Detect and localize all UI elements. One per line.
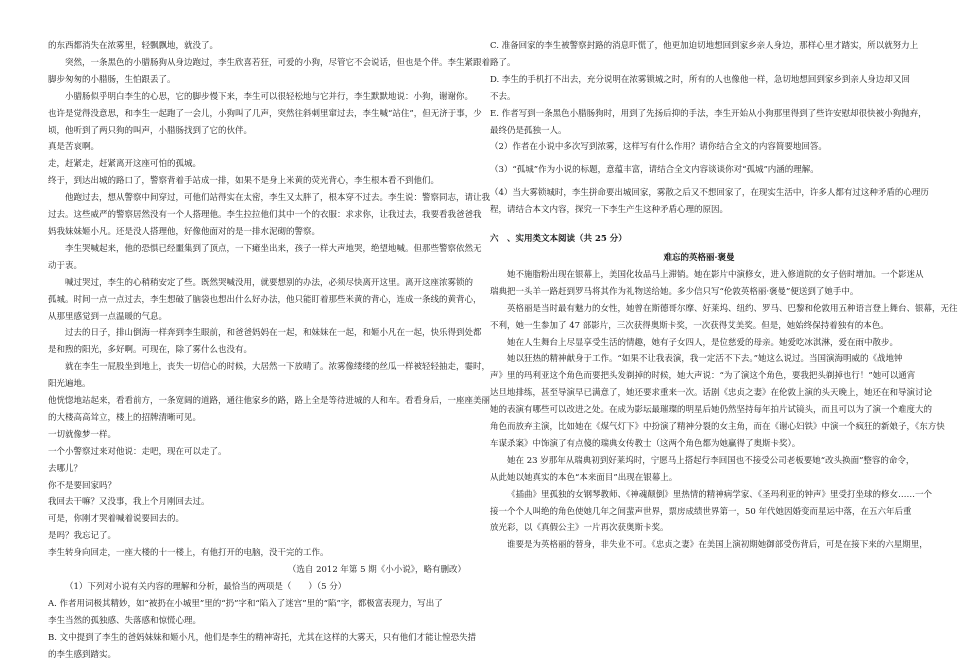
text-line: 也许是觉得没意思，和李生一起跑了一会儿，小狗叫了几声，突然往斜刺里窜过去，李生喊“站住”，但无济于事，少 [48, 108, 482, 119]
text-line: 真是苦哀啊。 [48, 142, 100, 153]
text-line: 终于，到达出城的路口了，警察背着手站成一排，如果不是身上米黄的荧光背心，李生根本看不到他们。 [48, 176, 440, 187]
text-line: 她在 23 岁那年从瑞典初到好莱坞时，宁愿马上搭起行李回国也不接受公司老板要她“改头换面”整容的命令， [507, 455, 915, 466]
text-line: （3）“孤城”作为小说的标题，意蕴丰富，请结合全文内容谈谈你对“孤城”内涵的理解。 [490, 165, 819, 176]
text-line: D. 李生的手机打不出去，充分说明在浓雾锁城之时，所有的人也像他一样，急切地想回到家乡到亲人身边却又回 [490, 74, 910, 85]
text-line: 的大楼高高耸立，楼上的招牌清晰可见。 [48, 412, 202, 423]
text-line: 动于衷。 [48, 260, 83, 271]
text-line: 达旦地排练，甚至导演早已满意了，她还要求重来一次。话剧《忠贞之妻》在伦敦上演的头天晚上，她还在和导演讨论 [490, 388, 933, 399]
text-line: 走，赶紧走，赶紧离开这座可怕的孤城。 [48, 159, 202, 170]
left-column [48, 38, 491, 664]
text-line: 去哪儿？ [48, 463, 83, 474]
text-line: 是吗？我忘记了。 [48, 531, 117, 542]
text-line: 接一个个人叫绝的角色使她几年之间蜚声世界，票房成绩世界第一，50 年代她因婚变而星运中落，在五六年后重 [490, 506, 912, 517]
text-line: 他恍惚地站起来，看看前方，一条宽阔的道路，通往他家乡的路，路上全是等待进城的人和车。看看身后，一座座美丽 [48, 396, 491, 407]
text-line: 从那里感觉到一点温暖的气息。 [48, 311, 168, 322]
text-line: 过去的日子，排山倒海一样奔到李生眼前，和爸爸妈妈在一起，和妹妹在一起，和姬小凡在一起，快乐得到处都 [65, 328, 482, 339]
text-line: 《插曲》里孤独的女钢琴教师、《神魂颠倒》里热情的精神病学家、《圣玛利亚的钟声》里受打坐球的修女……一个 [507, 489, 933, 500]
text-line: 放光彩，以《真假公主》一片再次获奥斯卡奖。 [490, 523, 669, 534]
text-line: 角色而放弃主演，比如她在《煤气灯下》中扮演了精神分裂的女主角，而在《谢心妇铁》中演一个疯狂的新娘子，《东方快 [490, 422, 945, 433]
text-line: 不去。 [490, 91, 516, 102]
text-line: 瑞典把一头羊一路赶到罗马将其作为礼物送给她。多少信只写“伦敦英格丽·褒曼”便送到了她手中。 [490, 286, 859, 297]
text-line: 脚步匆匆的小腊肠，生怕跟丢了。 [48, 74, 176, 85]
text-line: 从此她以她真实的本色“本来面目”出现在银幕上。 [490, 472, 678, 483]
text-line: 妈我妹妹姬小凡。还是没人搭理他，好像他面对的是一排水泥砌的警察。 [48, 226, 321, 237]
section-heading: 六 、实用类文本阅读（共 25 分） [490, 234, 627, 245]
text-line: 不利，她一生参加了 47 部影片，三次获得奥斯卡奖，一次获得艾美奖。但是，她始终保持着独有的本色。 [490, 320, 889, 331]
text-line: 一个小警察过来对他说：走吧，现在可以走了。 [48, 446, 227, 457]
text-line: 我回去干嘛？又没事，我上个月刚回去过。 [48, 497, 210, 508]
text-line: 她的表演有哪些可以改进之处。在成为影坛最璀璨的明星后她仍然坚持每年拍片试镜头，而且可以为了演一个难度大的 [490, 405, 933, 416]
answer-space [490, 219, 908, 225]
right-column [490, 38, 958, 554]
text-line: （4）当大雾锁城时，李生拼命要出城回家，雾散之后又不想回家了，在现实生活中，许多人都有过这种矛盾的心理历 [490, 188, 929, 199]
text-line: 的李生感到踏实。 [48, 649, 117, 660]
text-line: 突然，一条黑色的小腊肠狗从身边跑过，李生欣喜若狂，可爱的小狗，尽管它不会说话，但也是个伴。李生紧跟着 [65, 57, 491, 68]
text-line: 她在人生舞台上尽显享受生活的情趣，她有子女四人，是位慈爱的母亲。她爱吃冰淇淋，爱在雨中散步。 [507, 337, 899, 348]
text-line: 车谋杀案》中饰演了有点傻的瑞典女传教士（这两个角色都为她赢得了奥斯卡奖）。 [490, 438, 801, 449]
text-line: （2）作者在小说中多次写到浓雾，这样写有什么作用？请你结合全文的内容简要地回答。 [490, 142, 827, 153]
text-line: 一切就像梦一样。 [48, 429, 117, 440]
text-line: 最终仍是孤独一人。 [490, 125, 567, 136]
text-line: 声》里的玛利亚这个角色而要把头发剃掉的时候，她大声说：“为了演这个角色，要我把头剃掉也行！”她可以通宵 [490, 371, 916, 382]
text-line: B. 文中提到了李生的爸妈妹妹和姬小凡，他们是李生的精神寄托，尤其在这样的大雾天，只有他们才能让惶恐失措 [48, 632, 477, 643]
text-line: 路了。 [490, 57, 516, 68]
text-line: （选自 2012 年第 5 期《小小说》，略有删改） [287, 565, 466, 576]
text-line: 李生转身向回走，一座大楼的十一楼上，有他打开的电脑，没干完的工作。 [48, 548, 329, 559]
article-title: 难忘的英格丽·褒曼 [663, 252, 735, 263]
text-line: （1）下列对小说有关内容的理解和分析，最恰当的两项是（ ）（5 分） [65, 582, 347, 592]
text-line: 就在李生一屁股坐到地上，丧失一切信心的时候，大居然一下放晴了。浓雾像缕缕的丝瓜一样被轻轻抽走，霎时， [65, 362, 491, 373]
text-line: 阳光遍地。 [48, 379, 91, 390]
text-line: 的东西都消失在浓雾里，轻飘飘地，就没了。 [48, 41, 219, 51]
text-line: 李生哭喊起来，他的恐惧已经噩集到了顶点，一下瘫坐出来，孩子一样大声地哭，绝望地喊。但那些警察依然无 [65, 243, 482, 254]
text-line: 李生当然的孤独感、失落感和惊慌心理。 [48, 615, 202, 626]
text-line: A. 作者用词极其精妙，如“被扔在小城里”里的“扔”字和“陷入了迷宫”里的“陷”字，都极富表现力，写出了 [48, 598, 443, 609]
text-line: 她以狂热的精神献身于工作。“如果不让我表演，我一定活不下去。”她这么说过。当国演海明威的《战地钟 [507, 354, 903, 365]
text-line: E. 作者写到一条黑色小腊肠狗时，用到了先扬后抑的手法，李生开始从小狗那里得到了些许安慰却很快被小狗抛弃， [490, 108, 927, 119]
text-line: 是和煦的阳光，多好啊。可现在，除了雾什么也没有。 [48, 345, 253, 356]
text-line: 英格丽是当时最有魅力的女性，她曾在斯德哥尔摩、好莱坞、纽约、罗马、巴黎和伦敦用五种语言登上舞台、银幕，无往 [507, 303, 958, 314]
text-line: 可是，你刚才哭着喊着说要回去的。 [48, 514, 185, 525]
text-line: 她不施脂粉出现在银幕上，美国化妆品马上滞销。她在影片中演修女，进入修道院的女子倍时增加。一个影迷从 [507, 269, 924, 280]
text-line: 谁要是为英格丽的替身，非失业不可。《忠贞之妻》在美国上演初期她御部受伤背后，可是在接下来的六星期里， [507, 540, 928, 551]
text-line: 顷，他听到了两只狗的叫声，小腊肠找到了它的伙伴。 [48, 125, 253, 136]
text-line: C. 准备回家的李生被警察封路的消息吓慌了，他更加迫切地想回到家乡亲人身边，那样心里才踏实，所以就努力上 [490, 41, 919, 51]
text-line: 你不是要回家吗？ [48, 480, 117, 491]
text-line: 小腊肠似乎明白李生的心思，它的脚步慢下来，李生可以很轻松地与它并行，李生默默地说：小狗，谢谢你。 [65, 91, 474, 102]
text-line: 喊过哭过，李生的心稍稍安定了些。既然哭喊没用，就要想别的办法，必须尽快离开这里。离开这座浓雾锁的 [65, 277, 474, 288]
text-line: 程，请结合本文内容，探究一下李生产生这种矛盾心理的原因。 [490, 205, 729, 216]
text-line: 孤城。时间一点一点过去，李生想破了脑袋也想出什么好办法，他只能盯着那些米黄的背心，连成一条线的黄背心， [48, 294, 482, 305]
text-line: 过去。这些威严的警察居然没有一个人搭理他。李生拉拉他们其中一个的衣服：求求你，让我过去，我要看我爸爸我 [48, 210, 482, 221]
text-line: 他跑过去，想从警察中间穿过，可他们站得实在太密，李生又太胖了，根本穿不过去。李生说：警察同志，请让我 [65, 193, 491, 204]
